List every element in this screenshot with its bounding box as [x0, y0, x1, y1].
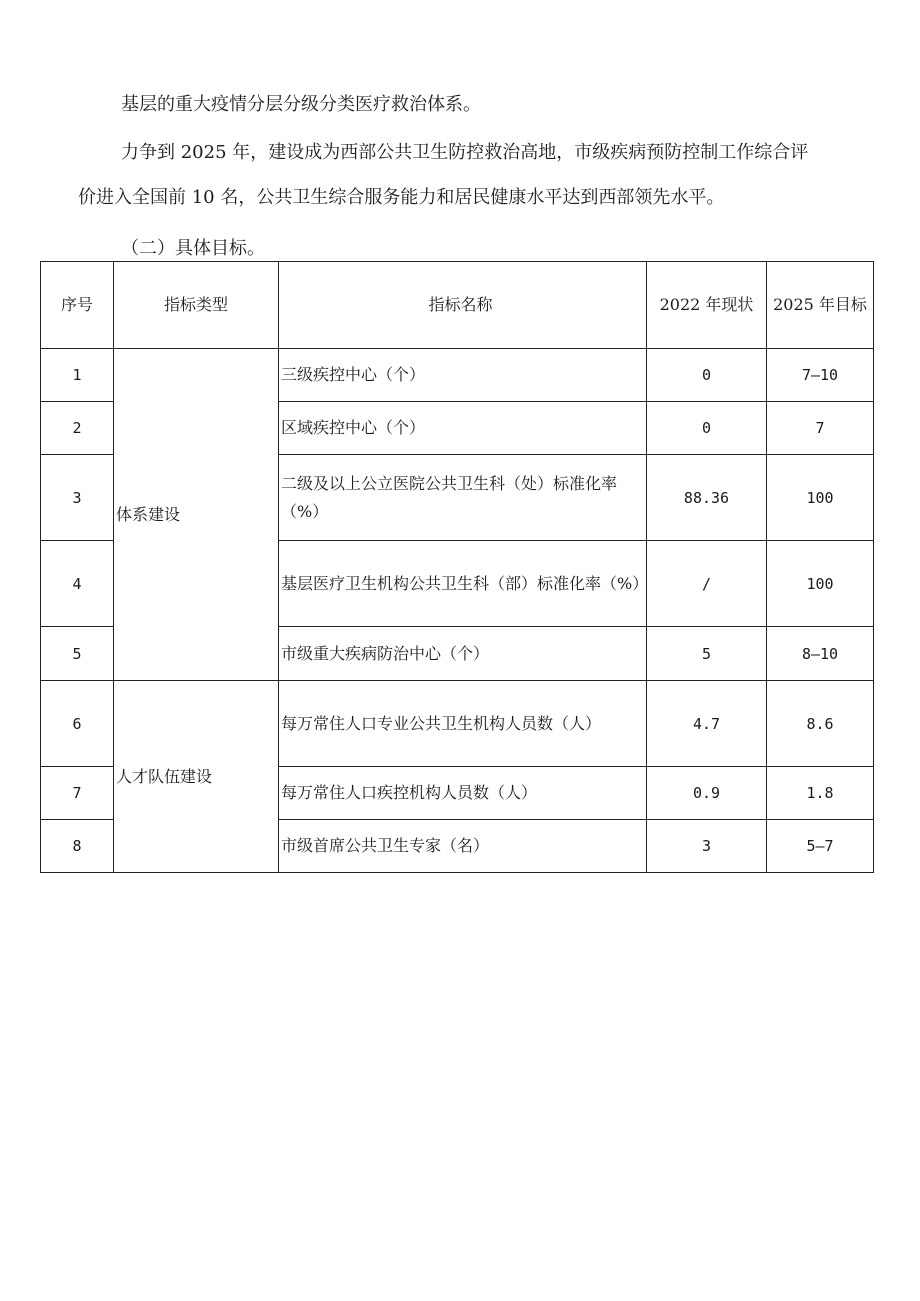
- row-name: 市级首席公共卫生专家（名）: [279, 820, 647, 873]
- paragraph-2025-goal-line2: 价进入全国前 10 名，公共卫生综合服务能力和居民健康水平达到西部领先水平。: [78, 187, 725, 208]
- paragraph-2025-goal-line1: 力争到 2025 年，建设成为西部公共卫生防控救治高地，市级疾病预防控制工作综合评: [121, 142, 809, 163]
- table-row: [41, 349, 874, 402]
- row-num: 8: [41, 820, 114, 873]
- row-name: 区域疾控中心（个）: [279, 402, 647, 455]
- row-name: 三级疾控中心（个）: [279, 349, 647, 402]
- targets-table: [40, 261, 874, 873]
- row-num: 2: [41, 402, 114, 455]
- row-num: 7: [41, 767, 114, 820]
- row-name: 每万常住人口专业公共卫生机构人员数（人）: [279, 681, 647, 767]
- row-num: 4: [41, 541, 114, 627]
- row-goal: 100: [767, 455, 874, 541]
- row-name: 市级重大疾病防治中心（个）: [279, 627, 647, 681]
- row-current: 3: [647, 820, 767, 873]
- row-goal: 7: [767, 402, 874, 455]
- section-heading-specific-targets: （二）具体目标。: [121, 238, 265, 259]
- row-current: 5: [647, 627, 767, 681]
- group-talent-team-building: 人才队伍建设: [114, 681, 279, 873]
- row-current: 0: [647, 349, 767, 402]
- row-current: 88.36: [647, 455, 767, 541]
- group-system-building: 体系建设: [114, 349, 279, 681]
- row-current: 0.9: [647, 767, 767, 820]
- row-goal: 100: [767, 541, 874, 627]
- row-goal: 5—7: [767, 820, 874, 873]
- row-name: 每万常住人口疾控机构人员数（人）: [279, 767, 647, 820]
- row-goal: 1.8: [767, 767, 874, 820]
- row-num: 3: [41, 455, 114, 541]
- row-goal: 7—10: [767, 349, 874, 402]
- header-num: 序号: [41, 262, 114, 349]
- row-current: 0: [647, 402, 767, 455]
- row-num: 6: [41, 681, 114, 767]
- row-current: 4.7: [647, 681, 767, 767]
- header-type: 指标类型: [114, 262, 279, 349]
- row-goal: 8—10: [767, 627, 874, 681]
- row-current: /: [647, 541, 767, 627]
- row-goal: 8.6: [767, 681, 874, 767]
- row-num: 5: [41, 627, 114, 681]
- row-name: 基层医疗卫生机构公共卫生科（部）标准化率（%）: [279, 541, 647, 627]
- row-num: 1: [41, 349, 114, 402]
- header-current: 2022 年现状: [647, 262, 767, 349]
- table-row: [41, 681, 874, 767]
- row-name: 二级及以上公立医院公共卫生科（处）标准化率（%）: [279, 455, 647, 541]
- table-header-row: [41, 262, 874, 349]
- header-goal: 2025 年目标: [767, 262, 874, 349]
- paragraph-medical-treatment-system: 基层的重大疫情分层分级分类医疗救治体系。: [121, 94, 481, 115]
- header-name: 指标名称: [279, 262, 647, 349]
